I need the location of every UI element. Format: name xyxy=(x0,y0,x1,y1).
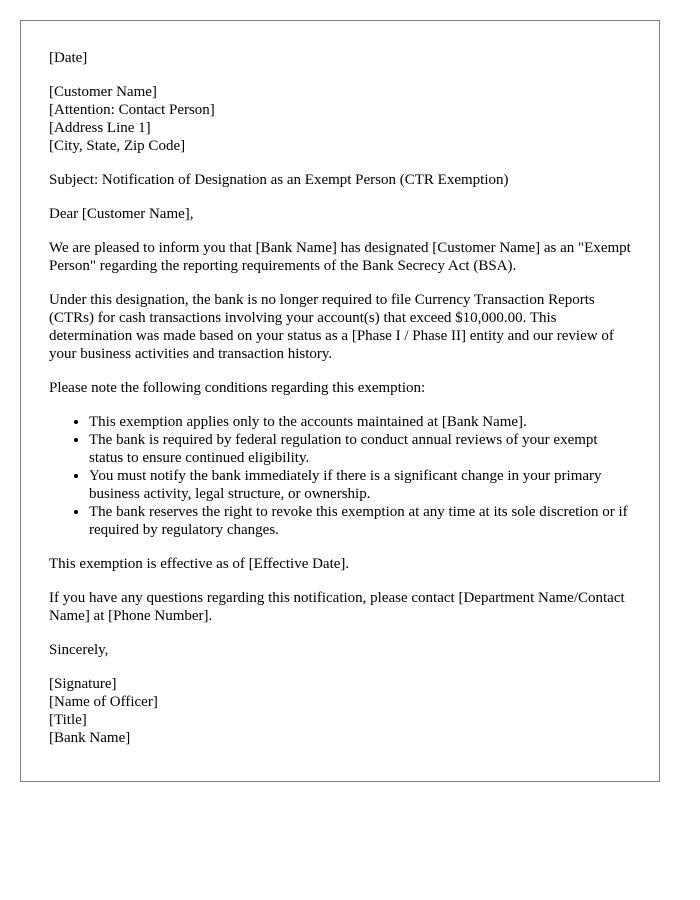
contact-paragraph: If you have any questions regarding this notification, please contact [Department Name/Contact Name] at [Phone Number]. xyxy=(49,590,625,624)
letter-closing: Sincerely, xyxy=(49,642,109,658)
condition-item: • You must notify the bank immediately if there is a significant change in your primary business activity, legal structure, or ownership. xyxy=(89,467,631,503)
letter-date: [Date] xyxy=(49,50,88,66)
officer-name: [Name of Officer] xyxy=(49,694,158,710)
signature-bank-name: [Bank Name] xyxy=(49,730,131,746)
body-paragraph-designation: We are pleased to inform you that [Bank Name] has designated [Customer Name] as an "Exempt Person" regarding the reporting requirements of the Bank Secrecy Act (BSA). xyxy=(49,240,631,274)
recipient-address-line-1: [Address Line 1] xyxy=(49,120,151,136)
officer-title: [Title] xyxy=(49,712,87,728)
letter-subject: Subject: Notification of Designation as an Exempt Person (CTR Exemption) xyxy=(49,172,509,188)
condition-item: • The bank is required by federal regulation to conduct annual reviews of your exempt status to ensure continued eligibility. xyxy=(89,431,631,467)
conditions-list xyxy=(49,413,631,539)
signature-block xyxy=(49,675,631,747)
body-paragraph-ctr: Under this designation, the bank is no longer required to file Currency Transaction Reports (CTRs) for cash transactions involving your account(s) that exceed $10,000.00. This determination was made based on your status as a [Phase I / Phase II] entity and our review of your business activities and transaction history. xyxy=(49,292,614,362)
body-paragraph-conditions-intro: Please note the following conditions regarding this exemption: xyxy=(49,380,426,396)
letter-page xyxy=(20,20,660,782)
condition-item: • This exemption applies only to the accounts maintained at [Bank Name]. xyxy=(89,413,631,431)
signature-line: [Signature] xyxy=(49,676,117,692)
recipient-city-state-zip: [City, State, Zip Code] xyxy=(49,138,186,154)
effective-date-paragraph: This exemption is effective as of [Effective Date]. xyxy=(49,556,350,572)
recipient-attention: [Attention: Contact Person] xyxy=(49,102,215,118)
recipient-name: [Customer Name] xyxy=(49,84,157,100)
condition-item: • The bank reserves the right to revoke this exemption at any time at its sole discretion or if required by regulatory changes. xyxy=(89,503,631,539)
recipient-address-block xyxy=(49,83,631,155)
letter-salutation: Dear [Customer Name], xyxy=(49,206,194,222)
